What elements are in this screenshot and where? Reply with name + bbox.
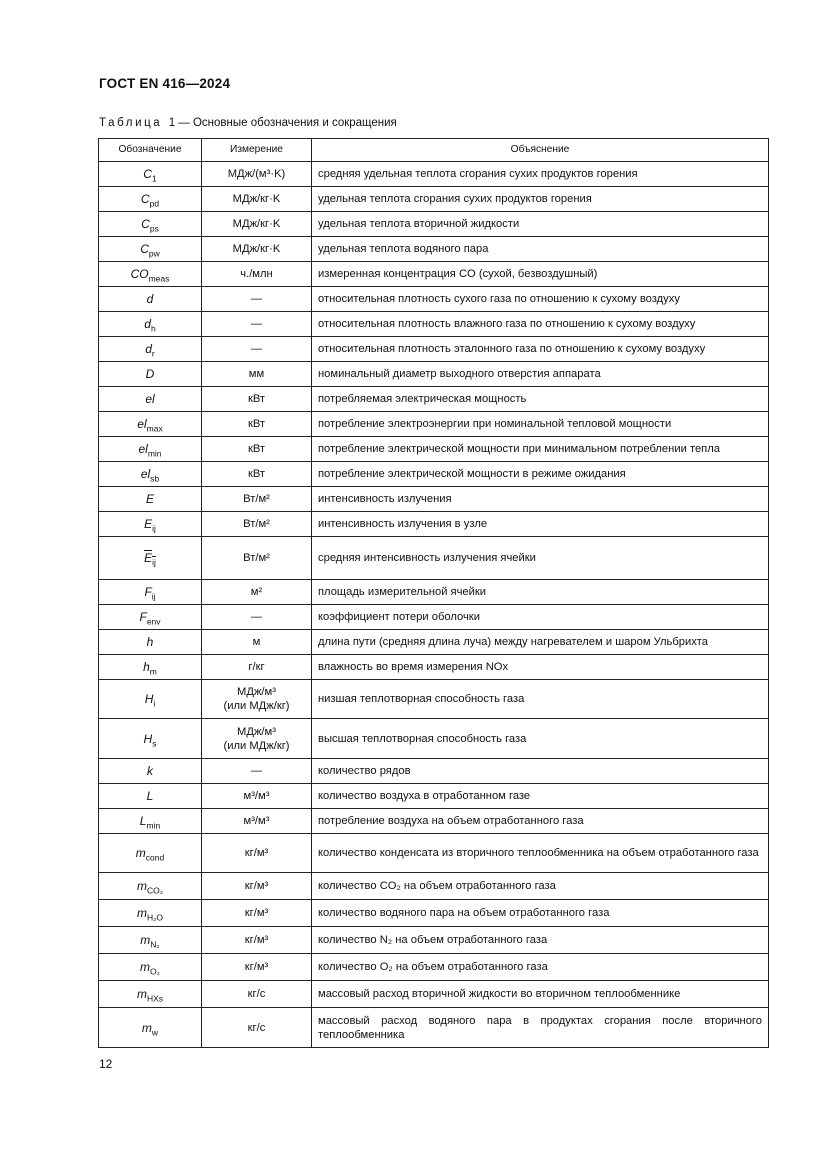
explanation-cell: количество конденсата из вторичного теплообменника на объем отработанного газа bbox=[312, 834, 769, 873]
table-row bbox=[99, 237, 769, 262]
table-row bbox=[99, 981, 769, 1008]
symbol-cell bbox=[99, 362, 202, 387]
explanation-cell: номинальный диаметр выходного отверстия аппарата bbox=[312, 362, 769, 387]
symbol-main: C bbox=[143, 167, 152, 181]
symbol-sub: HXs bbox=[146, 993, 164, 1004]
symbol-cell bbox=[99, 462, 202, 487]
table-row bbox=[99, 462, 769, 487]
explanation-cell: количество O₂ на объем отработанного газа bbox=[312, 954, 769, 981]
explanation-cell: низшая теплотворная способность газа bbox=[312, 680, 769, 719]
explanation-cell: длина пути (средняя длина луча) между нагревателем и шаром Ульбрихта bbox=[312, 630, 769, 655]
unit-value: кВт bbox=[247, 393, 266, 405]
unit-cell bbox=[202, 981, 312, 1008]
table-row bbox=[99, 362, 769, 387]
unit-value: м bbox=[252, 636, 261, 648]
symbol-sub: ij bbox=[152, 557, 156, 568]
unit-cell bbox=[202, 834, 312, 873]
table-row bbox=[99, 655, 769, 680]
table-row bbox=[99, 187, 769, 212]
symbol-cell bbox=[99, 981, 202, 1008]
explanation-cell: удельная теплота сгорания сухих продуктов горения bbox=[312, 187, 769, 212]
caption-number: 1 bbox=[168, 117, 176, 129]
symbol-main: C bbox=[140, 242, 149, 256]
symbol-sub: CO₂ bbox=[146, 885, 164, 896]
symbol-cell bbox=[99, 873, 202, 900]
unit-cell bbox=[202, 512, 312, 537]
symbol-sub: env bbox=[146, 616, 161, 627]
table-caption bbox=[99, 117, 397, 129]
symbol-main: L bbox=[139, 814, 147, 828]
symbol-main: m bbox=[136, 879, 147, 893]
symbol-cell bbox=[99, 487, 202, 512]
symbol-cell bbox=[99, 387, 202, 412]
unit-value: МДж/(м³·K) bbox=[227, 168, 286, 180]
symbol-main: F bbox=[144, 585, 152, 599]
explanation-cell: удельная теплота водяного пара bbox=[312, 237, 769, 262]
unit-value: — bbox=[250, 765, 263, 777]
explanation-cell: средняя интенсивность излучения ячейки bbox=[312, 537, 769, 580]
explanation-cell: высшая теплотворная способность газа bbox=[312, 719, 769, 759]
symbol-cell bbox=[99, 784, 202, 809]
unit-value: м³/м³ bbox=[243, 790, 270, 802]
symbol-sub: r bbox=[151, 348, 155, 359]
unit-cell bbox=[202, 487, 312, 512]
symbol-sub: cond bbox=[145, 852, 165, 863]
symbol-main: L bbox=[146, 789, 154, 803]
explanation-cell: измеренная концентрация CO (сухой, безвоздушный) bbox=[312, 262, 769, 287]
symbol-cell bbox=[99, 412, 202, 437]
unit-value: МДж/м³ bbox=[237, 686, 276, 698]
unit-cell bbox=[202, 362, 312, 387]
unit-cell bbox=[202, 287, 312, 312]
explanation-cell: потребляемая электрическая мощность bbox=[312, 387, 769, 412]
table-row bbox=[99, 437, 769, 462]
unit-value: м³/м³ bbox=[243, 815, 270, 827]
unit-cell bbox=[202, 312, 312, 337]
unit-cell bbox=[202, 630, 312, 655]
symbol-main: H bbox=[143, 731, 153, 746]
unit-value: кВт bbox=[247, 418, 266, 430]
symbol-cell bbox=[99, 287, 202, 312]
table-row bbox=[99, 784, 769, 809]
unit-value: м² bbox=[250, 586, 263, 598]
symbol-main: el bbox=[138, 442, 148, 456]
symbol-cell bbox=[99, 809, 202, 834]
unit-cell bbox=[202, 809, 312, 834]
explanation-cell: количество водяного пара на объем отработанного газа bbox=[312, 900, 769, 927]
unit-cell bbox=[202, 1008, 312, 1048]
unit-value-alt: (или МДж/кг) bbox=[223, 739, 290, 752]
unit-value: Вт/м² bbox=[243, 518, 270, 530]
symbol-sub: 1 bbox=[151, 173, 157, 184]
unit-cell bbox=[202, 605, 312, 630]
unit-cell bbox=[202, 900, 312, 927]
unit-value: кг/м³ bbox=[244, 907, 269, 919]
table-row bbox=[99, 1008, 769, 1048]
symbol-sub: N₂ bbox=[150, 939, 160, 950]
symbol-cell bbox=[99, 834, 202, 873]
symbol-cell bbox=[99, 512, 202, 537]
symbol-main: E bbox=[144, 551, 153, 565]
symbol-main: F bbox=[139, 610, 147, 624]
symbols-table bbox=[98, 138, 769, 1048]
table-row bbox=[99, 630, 769, 655]
table-row bbox=[99, 834, 769, 873]
unit-cell bbox=[202, 162, 312, 187]
table-header-row bbox=[99, 139, 769, 162]
table-row bbox=[99, 312, 769, 337]
symbol-cell bbox=[99, 162, 202, 187]
symbol-sub: min bbox=[147, 448, 162, 459]
unit-value: МДж/кг·K bbox=[232, 218, 281, 230]
symbol-sub: pd bbox=[149, 198, 160, 209]
unit-value: кг/м³ bbox=[244, 847, 269, 859]
symbol-cell bbox=[99, 954, 202, 981]
unit-value: г/кг bbox=[248, 661, 265, 673]
unit-cell bbox=[202, 462, 312, 487]
symbol-main: m bbox=[136, 906, 147, 920]
explanation-cell: относительная плотность влажного газа по отношению к сухому воздуху bbox=[312, 312, 769, 337]
symbol-sub: s bbox=[152, 737, 157, 748]
symbol-sub: ij bbox=[152, 523, 156, 534]
symbol-main: d bbox=[144, 317, 151, 331]
symbol-main: el bbox=[137, 417, 147, 431]
unit-cell bbox=[202, 237, 312, 262]
symbol-main: d bbox=[146, 292, 154, 306]
symbol-cell bbox=[99, 312, 202, 337]
table-row bbox=[99, 412, 769, 437]
symbol-main: el bbox=[140, 467, 151, 481]
symbol-cell bbox=[99, 927, 202, 954]
symbol-cell bbox=[99, 655, 202, 680]
caption-text: — Основные обозначения и сокращения bbox=[175, 117, 397, 129]
symbol-sub: pw bbox=[148, 248, 160, 259]
symbol-main: C bbox=[141, 217, 150, 231]
table-row bbox=[99, 719, 769, 759]
unit-value: — bbox=[250, 343, 263, 355]
symbol-sub: w bbox=[151, 1026, 159, 1037]
unit-value: кВт bbox=[247, 443, 266, 455]
unit-value: Вт/м² bbox=[243, 552, 270, 564]
symbol-main: h bbox=[143, 660, 150, 674]
unit-value: МДж/кг·K bbox=[232, 243, 281, 255]
symbol-main: C bbox=[140, 192, 150, 206]
table-row bbox=[99, 809, 769, 834]
explanation-cell: интенсивность излучения bbox=[312, 487, 769, 512]
explanation-cell: потребление электрической мощности в режиме ожидания bbox=[312, 462, 769, 487]
unit-cell bbox=[202, 759, 312, 784]
explanation-cell: потребление электроэнергии при номинальной тепловой мощности bbox=[312, 412, 769, 437]
symbol-main: m bbox=[136, 987, 147, 1001]
table-row bbox=[99, 680, 769, 719]
symbol-main: H bbox=[144, 692, 154, 706]
table-row bbox=[99, 954, 769, 981]
table-row bbox=[99, 537, 769, 580]
unit-cell bbox=[202, 873, 312, 900]
table-row bbox=[99, 900, 769, 927]
unit-value: кг/с bbox=[247, 1021, 266, 1034]
table-row bbox=[99, 337, 769, 362]
explanation-cell: влажность во время измерения NOx bbox=[312, 655, 769, 680]
unit-cell bbox=[202, 927, 312, 954]
symbol-cell bbox=[99, 759, 202, 784]
explanation-cell: средняя удельная теплота сгорания сухих продуктов горения bbox=[312, 162, 769, 187]
symbol-overlined bbox=[144, 551, 156, 568]
symbol-sub: meas bbox=[148, 273, 170, 284]
page-number: 12 bbox=[99, 1057, 113, 1071]
symbol-cell bbox=[99, 237, 202, 262]
symbol-cell bbox=[99, 337, 202, 362]
unit-cell bbox=[202, 954, 312, 981]
symbol-sub: min bbox=[146, 820, 161, 831]
caption-label: Таблица bbox=[99, 117, 163, 129]
document-header: ГОСТ EN 416—2024 bbox=[99, 76, 231, 91]
unit-cell bbox=[202, 387, 312, 412]
unit-cell bbox=[202, 784, 312, 809]
unit-value: — bbox=[250, 293, 263, 305]
unit-value: — bbox=[250, 611, 263, 623]
symbol-cell bbox=[99, 262, 202, 287]
symbol-sub: h bbox=[150, 323, 156, 334]
explanation-cell: интенсивность излучения в узле bbox=[312, 512, 769, 537]
table-row bbox=[99, 512, 769, 537]
symbol-sub: O₂ bbox=[150, 966, 160, 977]
table-row bbox=[99, 162, 769, 187]
unit-cell bbox=[202, 680, 312, 719]
symbol-main: m bbox=[135, 846, 146, 860]
explanation-cell: количество N₂ на объем отработанного газа bbox=[312, 927, 769, 954]
unit-value: кг/м³ bbox=[244, 880, 269, 892]
symbol-cell bbox=[99, 1008, 202, 1048]
unit-value: ч./млн bbox=[240, 268, 273, 280]
table-row bbox=[99, 487, 769, 512]
unit-value: кг/м³ bbox=[244, 961, 269, 973]
unit-cell bbox=[202, 655, 312, 680]
unit-value: — bbox=[250, 318, 263, 330]
symbol-sub: sb bbox=[150, 473, 160, 484]
symbol-cell bbox=[99, 900, 202, 927]
unit-cell bbox=[202, 437, 312, 462]
explanation-cell: количество воздуха в отработанном газе bbox=[312, 784, 769, 809]
unit-value: МДж/кг·K bbox=[232, 193, 281, 205]
symbol-cell bbox=[99, 580, 202, 605]
symbol-cell bbox=[99, 212, 202, 237]
symbol-cell bbox=[99, 437, 202, 462]
symbol-cell bbox=[99, 680, 202, 719]
unit-cell bbox=[202, 262, 312, 287]
symbol-sub: ps bbox=[149, 223, 159, 234]
unit-value: кВт bbox=[247, 468, 266, 480]
table-row bbox=[99, 927, 769, 954]
unit-cell bbox=[202, 537, 312, 580]
explanation-cell: относительная плотность сухого газа по отношению к сухому воздуху bbox=[312, 287, 769, 312]
unit-cell bbox=[202, 337, 312, 362]
table-row bbox=[99, 580, 769, 605]
unit-value: Вт/м² bbox=[243, 493, 270, 505]
table-row bbox=[99, 873, 769, 900]
table-row bbox=[99, 387, 769, 412]
symbol-cell bbox=[99, 630, 202, 655]
symbol-cell bbox=[99, 719, 202, 759]
explanation-cell: площадь измерительной ячейки bbox=[312, 580, 769, 605]
explanation-cell: коэффициент потери оболочки bbox=[312, 605, 769, 630]
explanation-cell: количество рядов bbox=[312, 759, 769, 784]
explanation-cell: удельная теплота вторичной жидкости bbox=[312, 212, 769, 237]
unit-value: кг/м³ bbox=[244, 934, 269, 946]
unit-cell bbox=[202, 719, 312, 759]
symbol-cell bbox=[99, 605, 202, 630]
symbol-cell bbox=[99, 187, 202, 212]
unit-cell bbox=[202, 187, 312, 212]
table-row bbox=[99, 759, 769, 784]
explanation-cell: потребление воздуха на объем отработанного газа bbox=[312, 809, 769, 834]
unit-value-alt: (или МДж/кг) bbox=[223, 700, 290, 712]
symbol-sub: ij bbox=[151, 591, 156, 602]
symbol-cell bbox=[99, 537, 202, 580]
symbol-main: k bbox=[147, 764, 153, 778]
table-row bbox=[99, 212, 769, 237]
symbol-main: CO bbox=[130, 267, 149, 281]
unit-value: мм bbox=[248, 368, 265, 380]
explanation-cell: массовый расход водяного пара в продуктах сгорания после вторичного теплообменника bbox=[312, 1008, 769, 1048]
symbol-main: m bbox=[140, 933, 151, 947]
table-row bbox=[99, 262, 769, 287]
symbol-main: E bbox=[145, 492, 154, 506]
unit-cell bbox=[202, 580, 312, 605]
explanation-cell: относительная плотность эталонного газа по отношению к сухому воздуху bbox=[312, 337, 769, 362]
explanation-cell: массовый расход вторичной жидкости во вторичном теплообменнике bbox=[312, 981, 769, 1008]
table-row bbox=[99, 287, 769, 312]
explanation-cell: количество CO₂ на объем отработанного газа bbox=[312, 873, 769, 900]
symbol-main: m bbox=[140, 960, 151, 974]
unit-cell bbox=[202, 412, 312, 437]
column-header-unit: Измерение bbox=[202, 139, 312, 162]
symbol-main: m bbox=[141, 1020, 152, 1035]
symbol-main: h bbox=[146, 635, 154, 649]
symbol-sub: i bbox=[153, 698, 156, 709]
unit-value: МДж/м³ bbox=[237, 725, 276, 738]
column-header-explanation: Объяснение bbox=[312, 139, 769, 162]
symbol-main: E bbox=[144, 517, 153, 531]
symbol-main: D bbox=[145, 367, 155, 381]
explanation-cell: потребление электрической мощности при минимальном потреблении тепла bbox=[312, 437, 769, 462]
column-header-symbol: Обозначение bbox=[99, 139, 202, 162]
symbol-sub: max bbox=[146, 423, 163, 434]
symbol-main: el bbox=[145, 392, 155, 406]
unit-cell bbox=[202, 212, 312, 237]
symbol-sub: m bbox=[149, 666, 157, 677]
symbol-main: d bbox=[145, 342, 152, 356]
table-row bbox=[99, 605, 769, 630]
symbol-sub: H₂O bbox=[146, 912, 164, 923]
unit-value: кг/с bbox=[247, 988, 266, 1000]
